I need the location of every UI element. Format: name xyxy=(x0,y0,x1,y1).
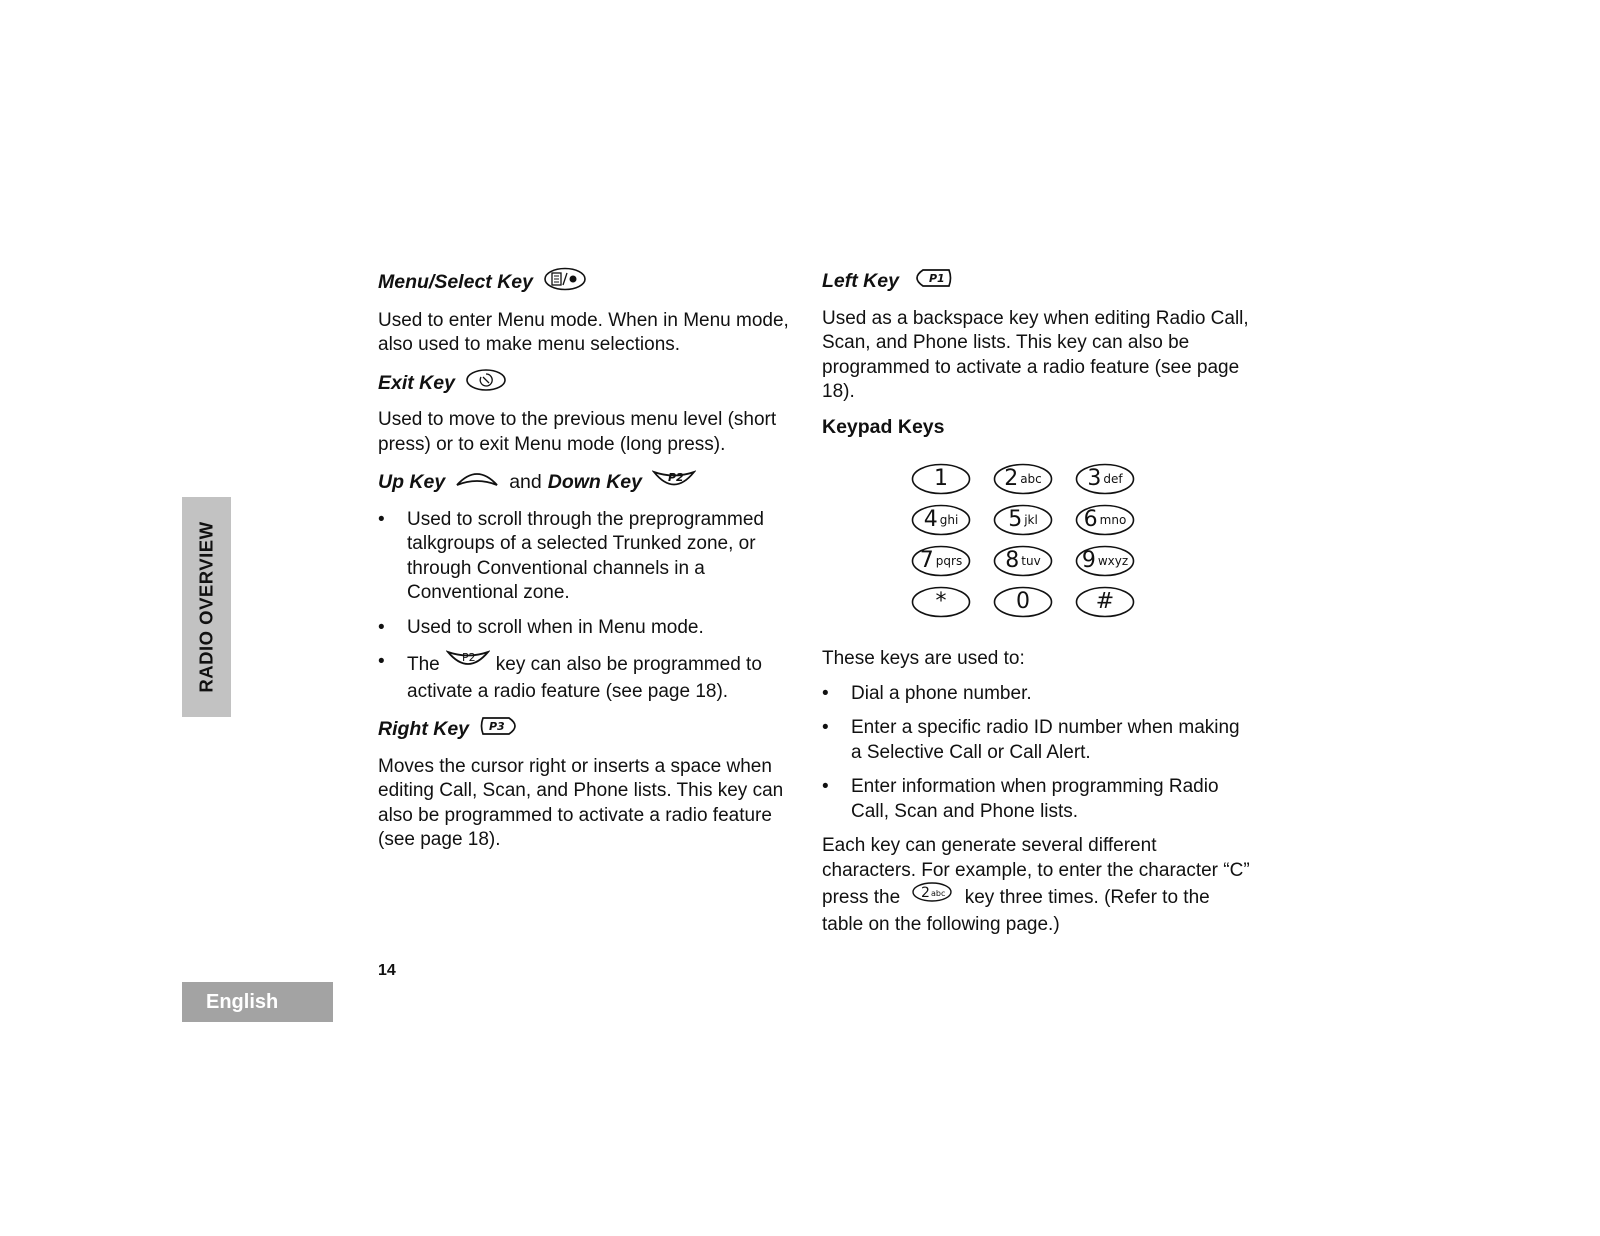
list-item: • Enter information when programming Radio Call, Scan and Phone lists. xyxy=(822,775,1252,824)
keypad-bullet-list xyxy=(822,682,1252,825)
keypad-key-3 xyxy=(1075,463,1135,495)
right-column xyxy=(822,266,1252,947)
list-item: • The P2 key can also be programmed to activate a radio feature (see page 18). xyxy=(378,650,798,704)
exit-key-icon xyxy=(465,368,507,399)
side-section-tab-label: RADIO OVERVIEW xyxy=(195,521,217,693)
keypad-key-letters: wxyz xyxy=(1097,553,1129,568)
right-key-heading: Right Key P3 xyxy=(378,714,798,745)
right-key-description: Moves the cursor right or inserts a space when editing Call, Scan, and Phone lists. This key can also be programmed to activate a radio feature (see page 18). xyxy=(378,755,784,850)
keypad-key-digit: 8 xyxy=(1005,548,1020,573)
keypad-key-digit: 2 xyxy=(1004,466,1019,491)
language-tab: English xyxy=(182,982,333,1022)
keypad-key-digit: 9 xyxy=(1081,548,1096,573)
svg-text:P1: P1 xyxy=(928,272,945,285)
left-key-heading: Left Key P1 xyxy=(822,266,1252,297)
keypad-key-letters: tuv xyxy=(1021,553,1041,568)
svg-text:P2: P2 xyxy=(461,651,476,664)
keypad-key-8 xyxy=(993,545,1053,577)
list-item: • Used to scroll through the preprogrammed talkgroups of a selected Trunked zone, or through Conventional channels in a Conventional zone. xyxy=(378,508,798,606)
p2-down-key-icon xyxy=(446,648,490,678)
keypad-key-4 xyxy=(911,504,971,536)
keypad-key-5 xyxy=(993,504,1053,536)
up-down-key-bullet-list xyxy=(378,508,798,705)
p2-down-key-icon xyxy=(652,467,696,498)
keypad-key-digit: 5 xyxy=(1008,507,1023,532)
keypad-key-digit: 1 xyxy=(934,466,948,491)
key-2-abc-digit: 2 xyxy=(921,885,931,901)
up-key-icon xyxy=(455,467,499,498)
menu-select-key-description: Used to enter Menu mode. When in Menu mode, also used to make menu selections. xyxy=(378,309,789,355)
keypad-example-paragraph: Each key can generate several different characters. For example, to enter the character “C” press the 2 abc key three times. (Refer to the table on the following page.) xyxy=(822,835,1250,935)
svg-text:P2: P2 xyxy=(668,471,684,484)
keypad-key-digit: * xyxy=(935,589,947,614)
list-item: • Used to scroll when in Menu mode. xyxy=(378,616,798,641)
keypad-key-9 xyxy=(1075,545,1135,577)
and-text: and xyxy=(509,471,542,493)
keypad-key-letters: mno xyxy=(1099,512,1127,527)
exit-key-description: Used to move to the previous menu level (short press) or to exit Menu mode (long press). xyxy=(378,409,777,455)
menu-select-key-icon xyxy=(543,266,587,299)
list-item: • Dial a phone number. xyxy=(822,682,1252,707)
keypad-key-digit: # xyxy=(1095,589,1115,614)
keypad-key-pound xyxy=(1075,586,1135,618)
page-number: 14 xyxy=(378,962,396,979)
keypad-key-letters: pqrs xyxy=(935,553,963,568)
up-down-key-heading: Up Key and Down Key P2 xyxy=(378,467,798,498)
key-2-abc-letters: abc xyxy=(931,889,946,898)
keypad-key-digit: 3 xyxy=(1087,466,1102,491)
keypad-key-letters: abc xyxy=(1020,471,1042,486)
keypad-key-letters: def xyxy=(1103,471,1123,486)
keypad-key-digit: 4 xyxy=(923,507,938,532)
keypad-key-0 xyxy=(993,586,1053,618)
menu-select-key-heading: Menu/Select Key xyxy=(378,266,798,299)
keypad-intro: These keys are used to: xyxy=(822,648,1025,669)
side-section-tab xyxy=(182,497,231,717)
keypad-key-1 xyxy=(911,463,971,495)
keypad-key-6 xyxy=(1075,504,1135,536)
keypad-key-digit: 0 xyxy=(1016,589,1030,614)
left-key-description: Used as a backspace key when editing Radio Call, Scan, and Phone lists. This key can also be programmed to activate a radio feature (see page 18). xyxy=(822,307,1249,402)
keypad-key-digit: 6 xyxy=(1083,507,1098,532)
key-2-abc-icon xyxy=(911,881,953,911)
keypad-key-7 xyxy=(911,545,971,577)
keypad-key-letters: ghi xyxy=(939,512,959,527)
list-item: • Enter a specific radio ID number when making a Selective Call or Call Alert. xyxy=(822,716,1252,765)
left-column xyxy=(378,266,798,863)
keypad-illustration xyxy=(911,463,1151,627)
svg-text:P3: P3 xyxy=(489,720,505,733)
keypad-keys-heading: Keypad Keys xyxy=(822,415,945,438)
keypad-key-digit: 7 xyxy=(919,548,934,573)
keypad-key-star xyxy=(911,586,971,618)
exit-key-heading: Exit Key xyxy=(378,368,798,399)
keypad-key-letters: jkl xyxy=(1024,512,1038,527)
keypad-key-2 xyxy=(993,463,1053,495)
p1-left-key-icon xyxy=(909,266,953,297)
p3-right-key-icon xyxy=(479,714,523,745)
